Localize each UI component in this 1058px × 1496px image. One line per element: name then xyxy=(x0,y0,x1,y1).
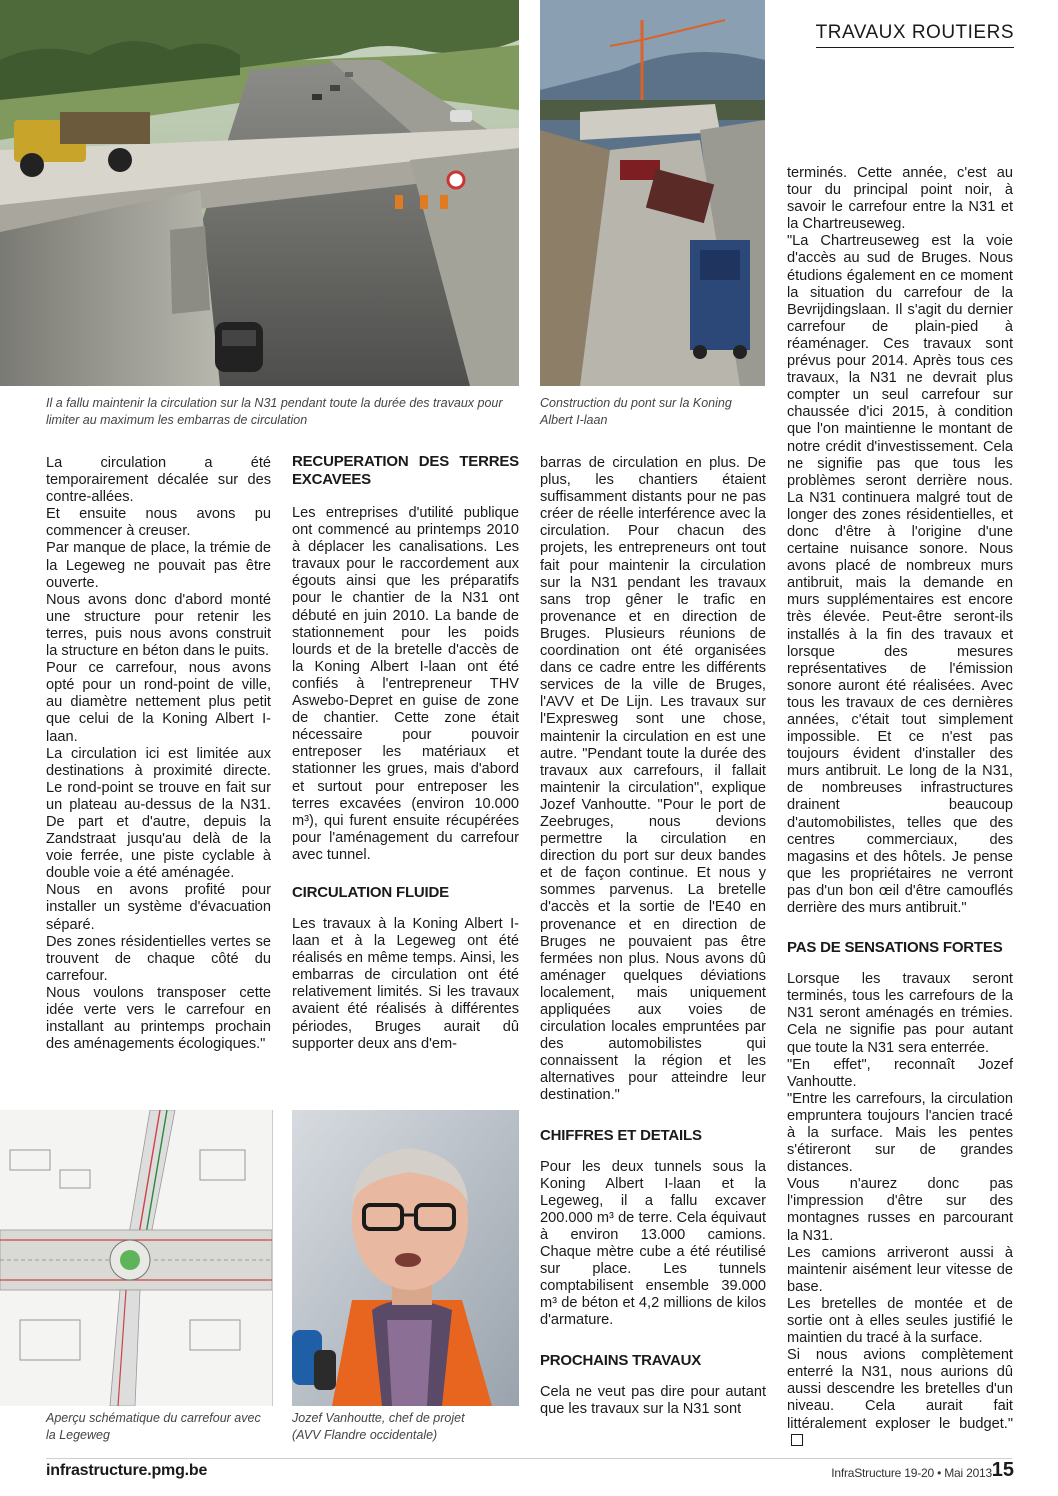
section-heading: RECUPERATION DES TERRES EXCAVEES xyxy=(292,453,519,488)
highway-bridge-photo xyxy=(0,0,519,386)
paragraph: Cela ne veut pas dire pour autant que les travaux sur la N31 sont xyxy=(540,1383,766,1417)
caption-bridge-photo: Construction du pont sur la Koning Albert I-laan xyxy=(540,396,732,427)
intersection-schematic-drawing xyxy=(0,1110,272,1406)
text-column-2 xyxy=(292,453,519,1053)
paragraph: Si nous avions complètement enterré la N31, nous aurions dû aussi descendre les bretelles d'un niveau. Cela aurait fait littéralement exploser le budget." xyxy=(787,1347,1013,1450)
section-heading: CHIFFRES ET DETAILS xyxy=(540,1126,702,1144)
paragraph: Les bretelles de montée et de sortie ont à elles seules justifié le maintien du tracé à la surface. xyxy=(787,1295,1013,1347)
paragraph: Nous avons donc d'abord monté une structure pour retenir les terres, puis nous avons construit la structure en béton dans le puits. xyxy=(46,591,271,660)
paragraph: Les travaux à la Koning Albert I-laan et à la Legeweg ont été réalisés en même temps. Ainsi, les embarras de circulation ont été relativement limités. Si les travaux avaient été réalisés à différentes périodes, Bruges aurait dû supporter deux ans d'em- xyxy=(292,915,519,1052)
paragraph: Pour les deux tunnels sous la Koning Albert I-laan et la Legeweg, il a fallu excaver 200.000 m³ de terre. Cela équivaut à environ 13.000 camions. Chaque mètre cube a été réutilisé sur place. Les tunnels comptabilisent ensemble 39.000 m³ de béton et 4,2 millions de kilos d'armature. xyxy=(540,1158,766,1329)
paragraph: Les entreprises d'utilité publique ont commencé au printemps 2010 à déplacer les canalisations. Les travaux pour le raccordement aux égouts ainsi que les préparatifs pour le chantier de la N31 ont débuté en juin 2010. La bande de stationnement pour les poids lourds et de la bretelle d'accès de la Koning Albert I-laan ont été confiés à l'entrepreneur THV Aswebo-Depret en guise de zone de chantier. Cette zone était nécessaire pour pouvoir entreposer les matériaux et stationner les grues, mais d'abord et surtout pour entreposer les terres excavées (environ 10.000 m³), qui furent ensuite récupérées pour l'aménagement du carrefour avec tunnel. xyxy=(292,505,519,863)
highway-bridge-illustration xyxy=(0,0,519,386)
bridge-construction-photo xyxy=(540,0,765,386)
bridge-construction-illustration xyxy=(540,0,765,386)
caption-highway-photo: Il a fallu maintenir la circulation sur la N31 pendant toute la durée des travaux pour limiter au maximum les embarras de circulation xyxy=(46,396,503,427)
intersection-schematic xyxy=(0,1110,273,1406)
paragraph: Par manque de place, la trémie de la Legeweg ne pouvait pas être ouverte. xyxy=(46,540,271,591)
caption-portrait: Jozef Vanhoutte, chef de projet (AVV Flandre occidentale) xyxy=(292,1411,465,1442)
page-number: 15 xyxy=(991,1459,1014,1481)
paragraph: "En effet", reconnaît Jozef Vanhoutte. xyxy=(787,1056,1013,1090)
website-link[interactable]: infrastructure.pmg.be xyxy=(46,1462,208,1479)
text-column-1 xyxy=(46,455,271,1053)
paragraph: Des zones résidentielles vertes se trouvent de chaque côté du carrefour. xyxy=(46,933,271,984)
paragraph: Et ensuite nous avons pu commencer à creuser. xyxy=(46,506,271,540)
paragraph: La circulation ici est limitée aux destinations à proximité directe. Le rond-point se trouve en fait sur un plateau au-dessus de la N31. De part et d'autre, depuis la Zandstraat jusqu'au delà de la voie ferrée, une piste cyclable à double voie a été aménagée. xyxy=(46,745,271,882)
section-heading: PROCHAINS TRAVAUX xyxy=(540,1351,702,1369)
portrait-photo xyxy=(292,1110,519,1406)
footer-divider xyxy=(46,1458,1012,1459)
paragraph: Nous voulons transposer cette idée verte vers le carrefour en installant au printemps prochain des aménagements écologiques." xyxy=(46,984,271,1053)
section-heading: CIRCULATION FLUIDE xyxy=(292,883,449,901)
section-label: TRAVAUX ROUTIERS xyxy=(816,22,1014,48)
paragraph: barras de circulation en plus. De plus, les chantiers étaient suffisamment distants pour ne pas créer de réelle interférence avec la circulation. Pour chacun des projets, les entrepreneurs ont tout fait pour maintenir la circulation sur la N31 pendant les travaux sans trop gêner le trafic en provenance et en direction de Bruges. Plusieurs réunions de coordination ont été organisées dans ce cadre entre les différents services de la ville de Bruges, l'AVV et De Lijn. Les travaux sur l'Expresweg sont une chose, maintenir la circulation en est une autre. "Pendant toute la durée des travaux aux carrefours, il fallait maintenir la circulation", explique Jozef Vanhoutte. "Pour le port de Zeebruges, nous devions permettre la circulation en direction du port sur deux bandes et de façon continue. Et nous y sommes parvenus. La bretelle d'accès et la sortie de l'E40 en provenance et en direction de Bruges ne pouvaient pas être fermées non plus. Nous avons dû aménager quelques déviations localement, mais uniquement appliquées aux voies de circulation locales empruntées par des automobilistes qui connaissent la région et les alternatives pour atteindre leur destination." xyxy=(540,455,766,1104)
paragraph: Pour ce carrefour, nous avons opté pour un rond-point de ville, au diamètre nettement plus petit que celui de la Koning Albert I-laan. xyxy=(46,660,271,745)
issue-info: InfraStructure 19-20 • Mai 2013 xyxy=(831,1466,992,1480)
text-column-3 xyxy=(540,455,766,1418)
portrait-illustration xyxy=(292,1110,519,1406)
paragraph: Vous n'aurez donc pas l'impression d'être sur des montagnes russes en parcourant la N31. xyxy=(787,1176,1013,1244)
paragraph: Les camions arriveront aussi à maintenir aisément leur vitesse de base. xyxy=(787,1244,1013,1295)
paragraph: La circulation a été temporairement décalée sur des contre-allées. xyxy=(46,455,271,506)
paragraph: "Entre les carrefours, la circulation empruntera toujours l'ancien tracé à la surface. Mais les pentes s'étireront sur de grandes distances. xyxy=(787,1090,1013,1176)
caption-schematic: Aperçu schématique du carrefour avec la Legeweg xyxy=(46,1411,261,1442)
paragraph: "La Chartreuseweg est la voie d'accès au sud de Bruges. Nous étudions également en ce moment la situation du carrefour de la Bevrijdingslaan. Il s'agit du dernier carrefour de plain-pied à réaménager. Ces travaux sont prévus pour 2014. Après tous ces travaux, la N31 ne devrait plus compter un seul carrefour sur chaussée d'ici 2015, à condition que l'on maintienne le montant de notre crédit d'investissement. Cela ne signifie pas que tous les problèmes seront derrière nous. La N31 continuera malgré tout de longer des zones résidentielles, et donc d'être à l'origine d'une certaine nuisance sonore. Nous avons placé de nombreux murs antibruit, mais la demande en murs supplémentaires est encore très élevée. Peut-être seront-ils installés à la fin des travaux et lorsque des mesures représentatives de l'émission sonore auront été réalisées. Avec tous les travaux de ces dernières années, c'était tout simplement impossible. Et ce n'est pas toujours évident d'installer des murs antibruit. Le long de la N31, de nombreuses infrastructures drainent beaucoup d'automobilistes, telles que des centres commerciaux, des magasins et des hôtels. Je pense que les propriétaires ne verront pas d'un bon œil d'être camouflés derrière des murs antibruit." xyxy=(787,233,1013,917)
text-column-4 xyxy=(787,165,1013,1450)
end-of-article-icon xyxy=(791,1434,803,1446)
paragraph: Lorsque les travaux seront terminés, tous les carrefours de la N31 seront aménagés en trémies. Cela ne signifie pas pour autant que toute la N31 sera enterrée. xyxy=(787,971,1013,1056)
section-heading: PAS DE SENSATIONS FORTES xyxy=(787,939,1003,957)
paragraph: terminés. Cette année, c'est au tour du principal point noir, à savoir le carrefour entre la N31 et la Chartreuseweg. xyxy=(787,165,1013,233)
paragraph: Nous en avons profité pour installer un système d'évacuation séparé. xyxy=(46,882,271,933)
